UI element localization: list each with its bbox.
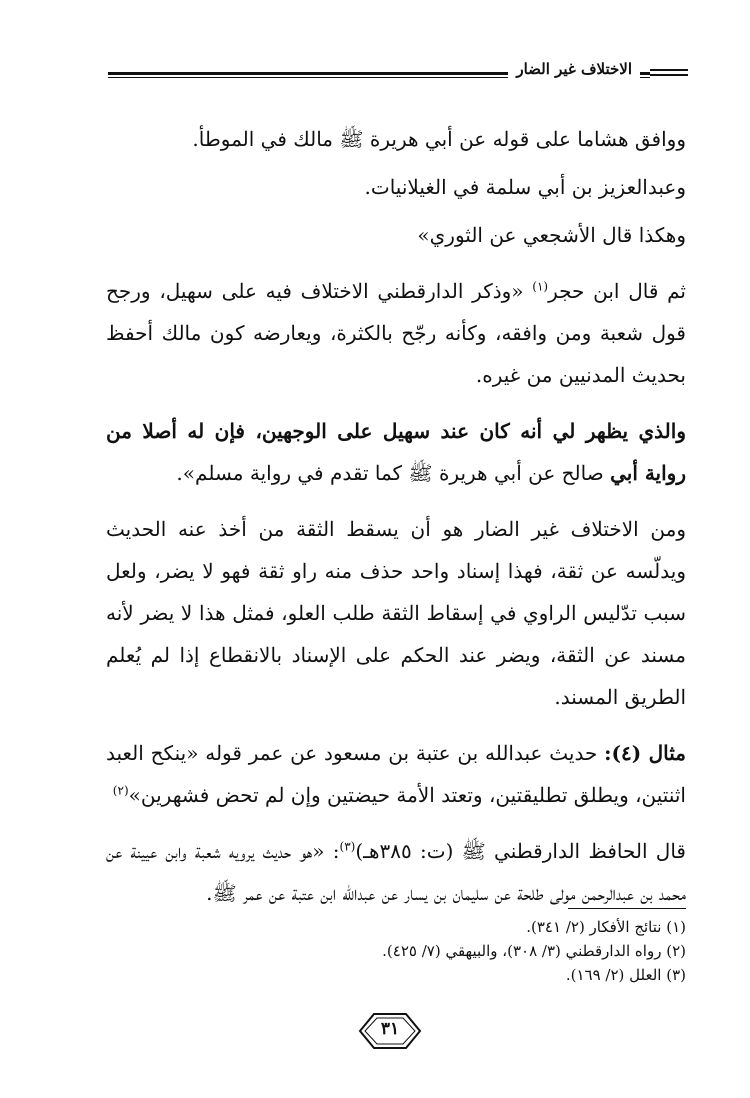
footnote-ref-2[interactable]: (٢) [112,783,129,798]
page-number-text: ٣١ [380,1019,400,1039]
paragraph-4: ثم قال ابن حجر$^{(١)}$ «وذكر الدارقطني الاختلاف فيه على سهيل، ورجح قول شعبة ومن وافقه، وكأنه رجّح بالكثرة، ويعارضه كون مالك أحفظ بحديث المدنيين من غيره. [106,279,686,387]
footnote-divider [568,908,686,909]
body-text [106,118,686,920]
example-label: مثال (٤): [604,741,686,765]
paragraph-3: وهكذا قال الأشجعي عن الثوري» [417,223,686,247]
running-header [108,58,688,82]
paragraph-6: ومن الاختلاف غير الضار هو أن يسقط الثقة من أخذ عنه الحديث ويدلّسه عن ثقة، فهذا إسناد واحد حذف منه راو ثقة فهو لا يضر، ولعل سبب تدّليس الراوي في إسقاط الثقة طلب العلو، فمثل هذا لا يضر لأنه مسند عن الثقة، ويضر عند الحكم على الإسناد بالانقطاع إذا لم يُعلم الطريق المسند. [106,517,686,709]
paragraph-8: قال الحافظ الدارقطني ﷺ (ت: ٣٨٥هـ)$^{(٣)}$: «هو حديث يرويه شعبة وابن عيينة عن محمد بن عبدالرحمن مولى طلحة عن سليمان بن يسار عن عبدالله ابن عتبة عن عمر ﷺ. [106,839,686,905]
paragraph-1: ووافق هشاما على قوله عن أبي هريرة ﷺ مالك في الموطأ. [192,127,686,151]
footnote-3: (٣) العلل (٢/ ١٦٩). [565,966,686,984]
footnotes [106,915,686,987]
paragraph-5: والذي يظهر لي أنه كان عند سهيل على الوجهين، فإن له أصلا من رواية أبي صالح عن أبي هريرة ﷺ كما تقدم في رواية مسلم». [106,419,686,485]
footnote-ref-1[interactable]: (١) [532,279,549,294]
footnote-1: (١) نتائج الأفكار (٢/ ٣٤١). [526,918,686,936]
paragraph-7: مثال (٤): حديث عبدالله بن عتبة بن مسعود عن عمر قوله «ينكح العبد اثنتين، ويطلق تطليقتين، وتعتد الأمة حيضتين وإن لم تحض فشهرين»$^{(٢)}$ [106,741,686,807]
footnote-ref-3[interactable]: (٣) [339,839,356,854]
footnote-2: (٢) رواه الدارقطني (٣/ ٣٠٨)، والبيهقي (٧/ ٤٢٥). [382,942,686,960]
bold-phrase: والذي يظهر لي أنه كان عند سهيل على الوجهين، فإن له أصلا من رواية أبي [106,419,686,485]
page-number [356,1010,424,1052]
header-title: الاختلاف غير الضار [508,58,640,80]
paragraph-2: وعبدالعزيز بن أبي سلمة في الغيلانيات. [364,175,686,199]
header-ornament [650,66,688,80]
